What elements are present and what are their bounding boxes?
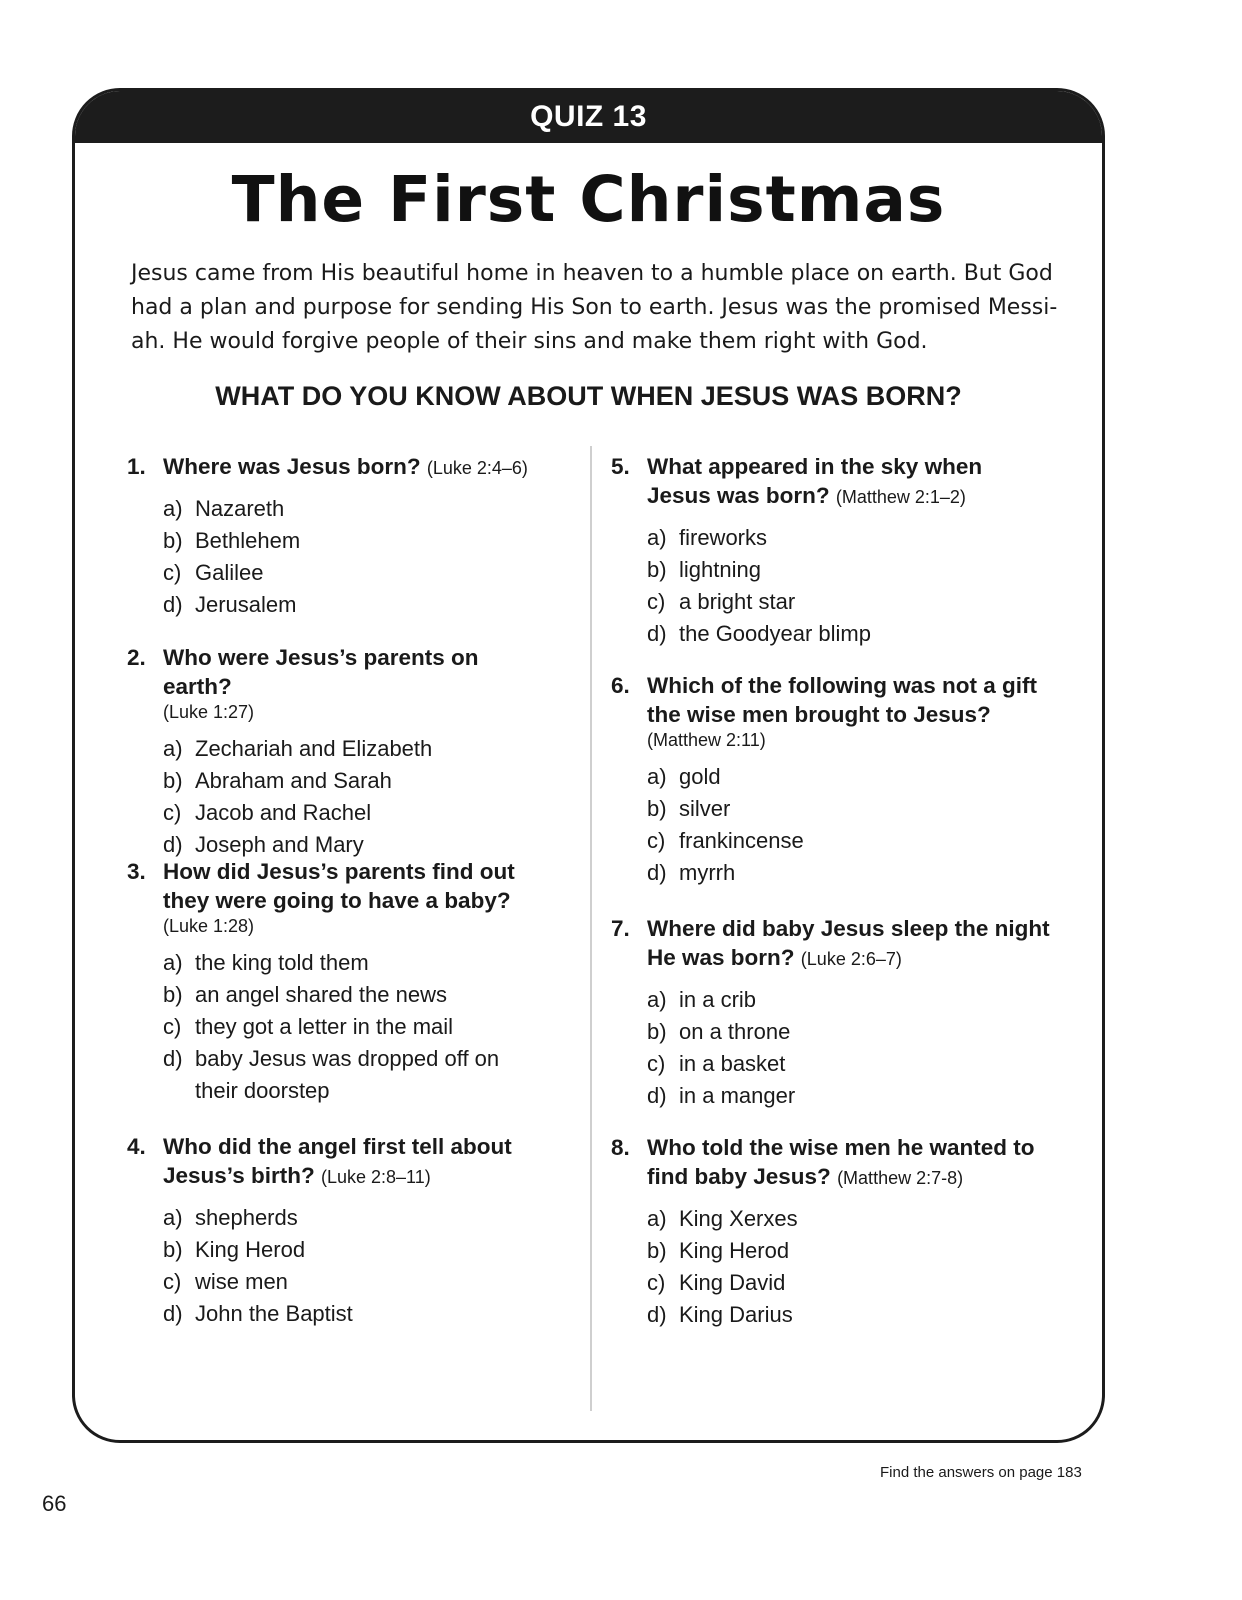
option-text: silver (679, 796, 731, 821)
answer-option[interactable] (647, 1203, 1051, 1235)
section-heading: WHAT DO YOU KNOW ABOUT WHEN JESUS WAS BORN? (215, 381, 962, 411)
question-text (611, 1133, 1051, 1193)
option-letter: d) (647, 621, 667, 646)
option-text: King David (679, 1270, 786, 1295)
option-letter: c) (647, 1051, 666, 1076)
question-2 (127, 643, 547, 861)
option-letter: a) (647, 764, 667, 789)
option-text: in a manger (679, 1083, 796, 1108)
option-text: fireworks (679, 525, 768, 550)
option-letter: a) (163, 496, 183, 521)
answer-option[interactable] (647, 1080, 1051, 1112)
option-letter: a) (647, 1206, 667, 1231)
option-letter: c) (647, 589, 666, 614)
page-title: The First Christmas (231, 163, 946, 236)
question-number: 7. (611, 916, 630, 941)
answer-option[interactable] (647, 984, 1051, 1016)
scripture-reference: (Matthew 2:11) (647, 730, 766, 750)
answer-option[interactable] (163, 733, 547, 765)
quiz-box (72, 88, 1105, 1443)
question-body: How did Jesus’s parents find out they were going to have a baby? (163, 859, 515, 913)
answers-note: Find the answers on page 183 (880, 1464, 1082, 1481)
option-text: Abraham and Sarah (195, 768, 392, 793)
scripture-reference: (Luke 2:4–6) (426, 458, 528, 478)
answer-option[interactable] (163, 979, 547, 1011)
answer-options (611, 761, 1051, 889)
option-letter: a) (647, 987, 667, 1012)
option-letter: c) (647, 828, 666, 853)
option-letter: b) (163, 982, 183, 1007)
question-number: 2. (127, 645, 146, 670)
column-divider (590, 446, 592, 1411)
question-7 (611, 914, 1051, 1112)
option-letter: d) (647, 1083, 667, 1108)
question-text (611, 914, 1051, 974)
answer-option[interactable] (647, 761, 1051, 793)
question-body: Who were Jesus’s parents on earth? (163, 645, 479, 699)
question-text (611, 671, 1051, 751)
option-letter: a) (163, 736, 183, 761)
option-text: Bethlehem (195, 528, 301, 553)
scripture-reference: (Matthew 2:7-8) (837, 1168, 964, 1188)
answer-options (611, 522, 1051, 650)
option-text: in a crib (679, 987, 757, 1012)
question-body: Where was Jesus born? (163, 454, 421, 479)
option-text: Galilee (195, 560, 264, 585)
answer-options (127, 493, 547, 621)
option-text: an angel shared the news (195, 982, 447, 1007)
scripture-reference: (Luke 2:8–11) (320, 1167, 431, 1187)
option-letter: c) (163, 800, 182, 825)
question-3 (127, 857, 547, 1107)
option-text: King Darius (679, 1302, 793, 1327)
question-body: Who did the angel first tell about Jesus’s birth? (163, 1134, 512, 1188)
option-letter: c) (163, 560, 182, 585)
answer-option[interactable] (647, 1267, 1051, 1299)
option-letter: a) (163, 1205, 183, 1230)
option-text: Jerusalem (195, 592, 297, 617)
answer-option[interactable] (647, 857, 1051, 889)
option-letter: d) (647, 860, 667, 885)
option-text: Nazareth (195, 496, 285, 521)
question-number: 4. (127, 1134, 146, 1159)
answer-options (127, 947, 547, 1107)
answer-option[interactable] (647, 1016, 1051, 1048)
answer-option[interactable] (163, 797, 547, 829)
scripture-reference: (Luke 1:28) (163, 916, 255, 936)
question-body: Who told the wise men he wanted to find baby Jesus? (647, 1135, 1035, 1189)
option-letter: d) (163, 1046, 183, 1071)
option-text: frankincense (679, 828, 804, 853)
answer-options (127, 733, 547, 861)
answer-option[interactable] (647, 618, 1051, 650)
answer-option[interactable] (163, 1266, 547, 1298)
option-text: King Xerxes (679, 1206, 798, 1231)
intro-line: Jesus came from His beautiful home in heaven to a humble place on earth. But God (131, 261, 1053, 286)
option-text: the king told them (195, 950, 369, 975)
option-text: on a throne (679, 1019, 791, 1044)
answer-option[interactable] (647, 522, 1051, 554)
answer-options (611, 984, 1051, 1112)
answer-option[interactable] (647, 793, 1051, 825)
question-number: 5. (611, 454, 630, 479)
question-8 (611, 1133, 1051, 1331)
option-letter: b) (647, 796, 667, 821)
option-letter: d) (163, 1301, 183, 1326)
option-text: in a basket (679, 1051, 786, 1076)
question-body: Where did baby Jesus sleep the night He was born? (647, 916, 1050, 970)
answer-option[interactable] (163, 589, 547, 621)
option-letter: b) (163, 1237, 183, 1262)
scripture-reference: (Luke 1:27) (163, 702, 255, 722)
option-text: John the Baptist (195, 1301, 353, 1326)
question-number: 3. (127, 859, 146, 884)
option-letter: b) (647, 1019, 667, 1044)
answer-options (611, 1203, 1051, 1331)
answer-option[interactable] (647, 586, 1051, 618)
answer-option[interactable] (647, 1299, 1051, 1331)
answer-option[interactable] (647, 1048, 1051, 1080)
answer-option[interactable] (163, 765, 547, 797)
intro-paragraph (131, 257, 1061, 359)
option-letter: c) (163, 1014, 182, 1039)
answer-option[interactable] (163, 1202, 547, 1234)
option-text: Jacob and Rachel (195, 800, 372, 825)
option-text: the Goodyear blimp (679, 621, 871, 646)
option-letter: c) (647, 1270, 666, 1295)
quiz-label: QUIZ 13 (530, 100, 647, 133)
question-text (127, 643, 547, 723)
answer-option[interactable] (163, 525, 547, 557)
intro-line: had a plan and purpose for sending His Son to earth. Jesus was the promised Messi- (131, 295, 1058, 320)
answer-option[interactable] (163, 1043, 525, 1107)
scripture-reference: (Matthew 2:1–2) (835, 487, 966, 507)
option-letter: b) (163, 528, 183, 553)
option-text: Joseph and Mary (195, 832, 364, 857)
question-number: 1. (127, 454, 146, 479)
option-text: gold (679, 764, 721, 789)
question-text (127, 452, 547, 483)
question-1 (127, 452, 547, 621)
question-text (611, 452, 1051, 512)
question-body: What appeared in the sky when Jesus was born? (647, 454, 983, 508)
answer-options (127, 1202, 547, 1330)
option-text: they got a letter in the mail (195, 1014, 454, 1039)
answer-option[interactable] (163, 493, 547, 525)
option-text: a bright star (679, 589, 796, 614)
option-text: shepherds (195, 1205, 298, 1230)
option-text: lightning (679, 557, 761, 582)
page-number: 66 (42, 1491, 67, 1516)
option-letter: d) (163, 592, 183, 617)
option-text: myrrh (679, 860, 736, 885)
answer-option[interactable] (163, 1234, 547, 1266)
answer-option[interactable] (163, 1011, 547, 1043)
answer-option[interactable] (163, 1298, 547, 1330)
option-letter: a) (163, 950, 183, 975)
answer-option[interactable] (163, 557, 547, 589)
intro-line: ah. He would forgive people of their sins and make them right with God. (131, 329, 928, 354)
option-letter: b) (647, 1238, 667, 1263)
answer-option[interactable] (647, 1235, 1051, 1267)
question-text (127, 1132, 547, 1192)
scripture-reference: (Luke 2:6–7) (800, 949, 902, 969)
question-number: 6. (611, 673, 630, 698)
quiz-header (75, 91, 1102, 143)
question-body: Which of the following was not a gift the wise men brought to Jesus? (647, 673, 1037, 727)
question-text (127, 857, 547, 937)
option-text: King Herod (195, 1237, 306, 1262)
option-text: King Herod (679, 1238, 790, 1263)
option-text: baby Jesus was dropped off on their doorstep (195, 1046, 500, 1103)
question-5 (611, 452, 1051, 650)
answer-option[interactable] (647, 554, 1051, 586)
option-text: Zechariah and Elizabeth (195, 736, 433, 761)
question-4 (127, 1132, 547, 1330)
option-letter: d) (647, 1302, 667, 1327)
answer-option[interactable] (647, 825, 1051, 857)
question-number: 8. (611, 1135, 630, 1160)
option-text: wise men (195, 1269, 288, 1294)
question-6 (611, 671, 1051, 889)
option-letter: a) (647, 525, 667, 550)
answer-option[interactable] (163, 947, 547, 979)
option-letter: b) (163, 768, 183, 793)
option-letter: c) (163, 1269, 182, 1294)
option-letter: b) (647, 557, 667, 582)
option-letter: d) (163, 832, 183, 857)
